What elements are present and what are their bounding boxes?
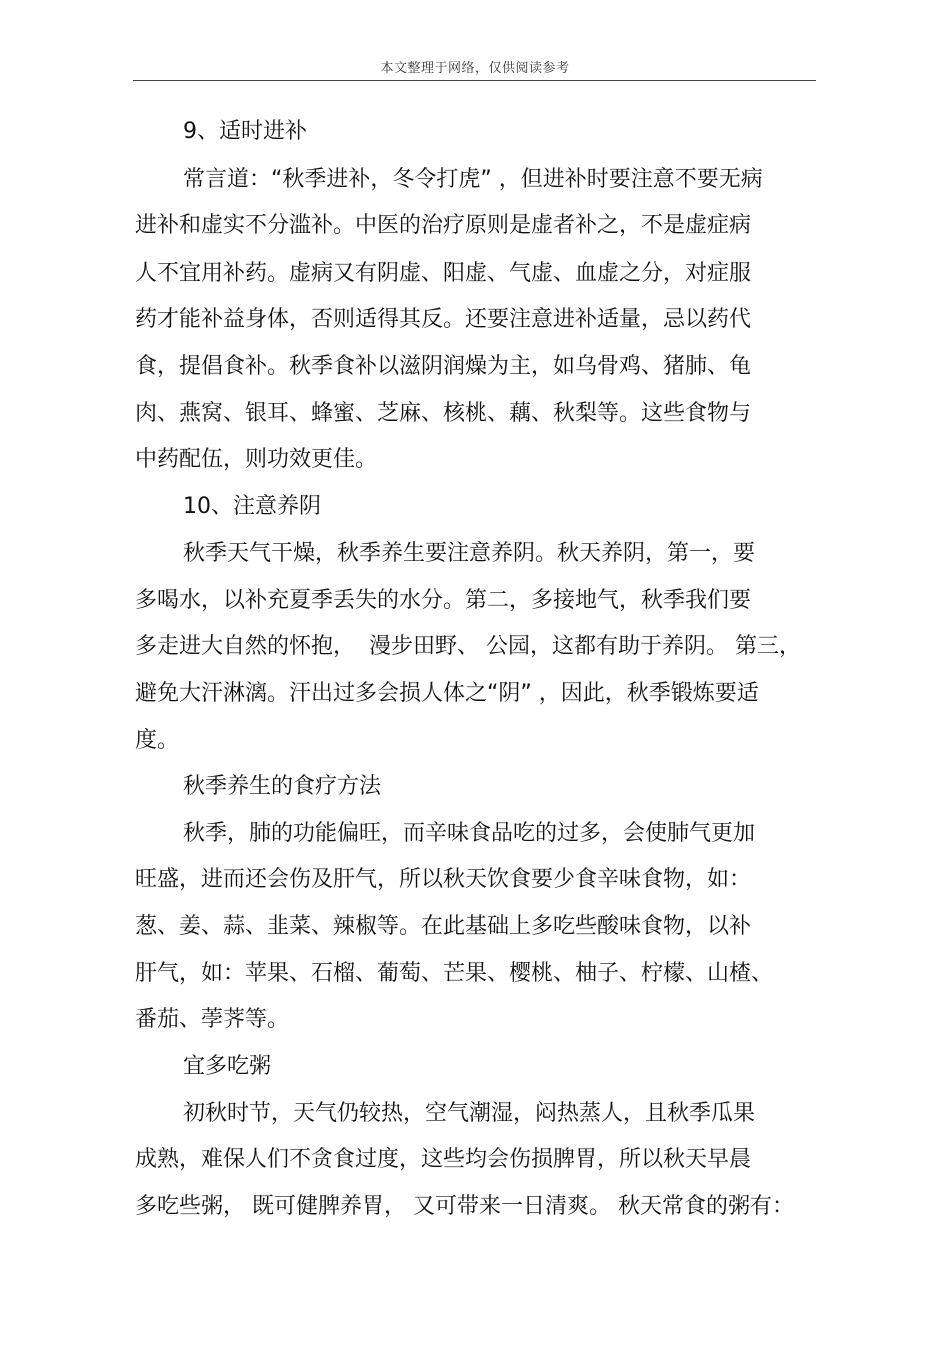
paragraph-line: 药才能补益身体，否则适得其反。还要注意进补适量，忌以药代 [135, 307, 752, 332]
paragraph-line: 肉、燕窝、银耳、蜂蜜、芝麻、核桃、藕、秋梨等。这些食物与 [135, 401, 752, 426]
paragraph-line: 葱、姜、蒜、韭菜、辣椒等。在此基础上多吃些酸味食物，以补 [135, 914, 752, 939]
section-heading: 宜多吃粥 [183, 1054, 272, 1079]
section-heading: 10、注意养阴 [183, 494, 321, 519]
page-header: 本文整理于网络，仅供阅读参考 [380, 61, 570, 76]
paragraph-line: 秋季，肺的功能偏旺，而辛味食品吃的过多，会使肺气更加 [183, 821, 756, 846]
paragraph-line: 秋季天气干燥，秋季养生要注意养阴。秋天养阴，第一，要 [183, 541, 756, 566]
paragraph-line: 多走进大自然的怀抱， 漫步田野、 公园，这都有助于养阴。 第三， [135, 634, 801, 659]
paragraph-line: 避免大汗淋漓。汗出过多会损人体之“阴” ，因此，秋季锻炼要适 [135, 681, 759, 706]
paragraph-line: 多吃些粥， 既可健脾养胃， 又可带来一日清爽。 秋天常食的粥有： [135, 1194, 794, 1219]
paragraph-line: 食，提倡食补。秋季食补以滋阴润燥为主，如乌骨鸡、猪肺、龟 [135, 354, 752, 379]
section-heading: 秋季养生的食疗方法 [183, 774, 382, 799]
paragraph-line: 成熟，难保人们不贪食过度，这些均会伤损脾胃，所以秋天早晨 [135, 1147, 752, 1172]
section-heading: 9、适时进补 [183, 119, 307, 144]
paragraph-line: 进补和虚实不分滥补。中医的治疗原则是虚者补之，不是虚症病 [135, 213, 752, 238]
paragraph-line: 番茄、荸荠等。 [135, 1007, 290, 1032]
header-divider [133, 80, 816, 81]
paragraph-line: 常言道：“秋季进补，冬令打虎” ，但进补时要注意不要无病 [183, 167, 763, 192]
paragraph-line: 旺盛，进而还会伤及肝气，所以秋天饮食要少食辛味食物，如： [135, 867, 752, 892]
paragraph-line: 肝气，如：苹果、石榴、葡萄、芒果、樱桃、柚子、柠檬、山楂、 [135, 961, 774, 986]
paragraph-line: 初秋时节，天气仍较热，空气潮湿，闷热蒸人，且秋季瓜果 [183, 1101, 756, 1126]
paragraph-line: 多喝水，以补充夏季丢失的水分。第二，多接地气，秋季我们要 [135, 588, 752, 613]
paragraph-line: 人不宜用补药。虚病又有阴虚、阳虚、气虚、血虚之分，对症服 [135, 261, 752, 286]
paragraph-line: 中药配伍，则功效更佳。 [135, 447, 378, 472]
paragraph-line: 度。 [135, 728, 180, 753]
